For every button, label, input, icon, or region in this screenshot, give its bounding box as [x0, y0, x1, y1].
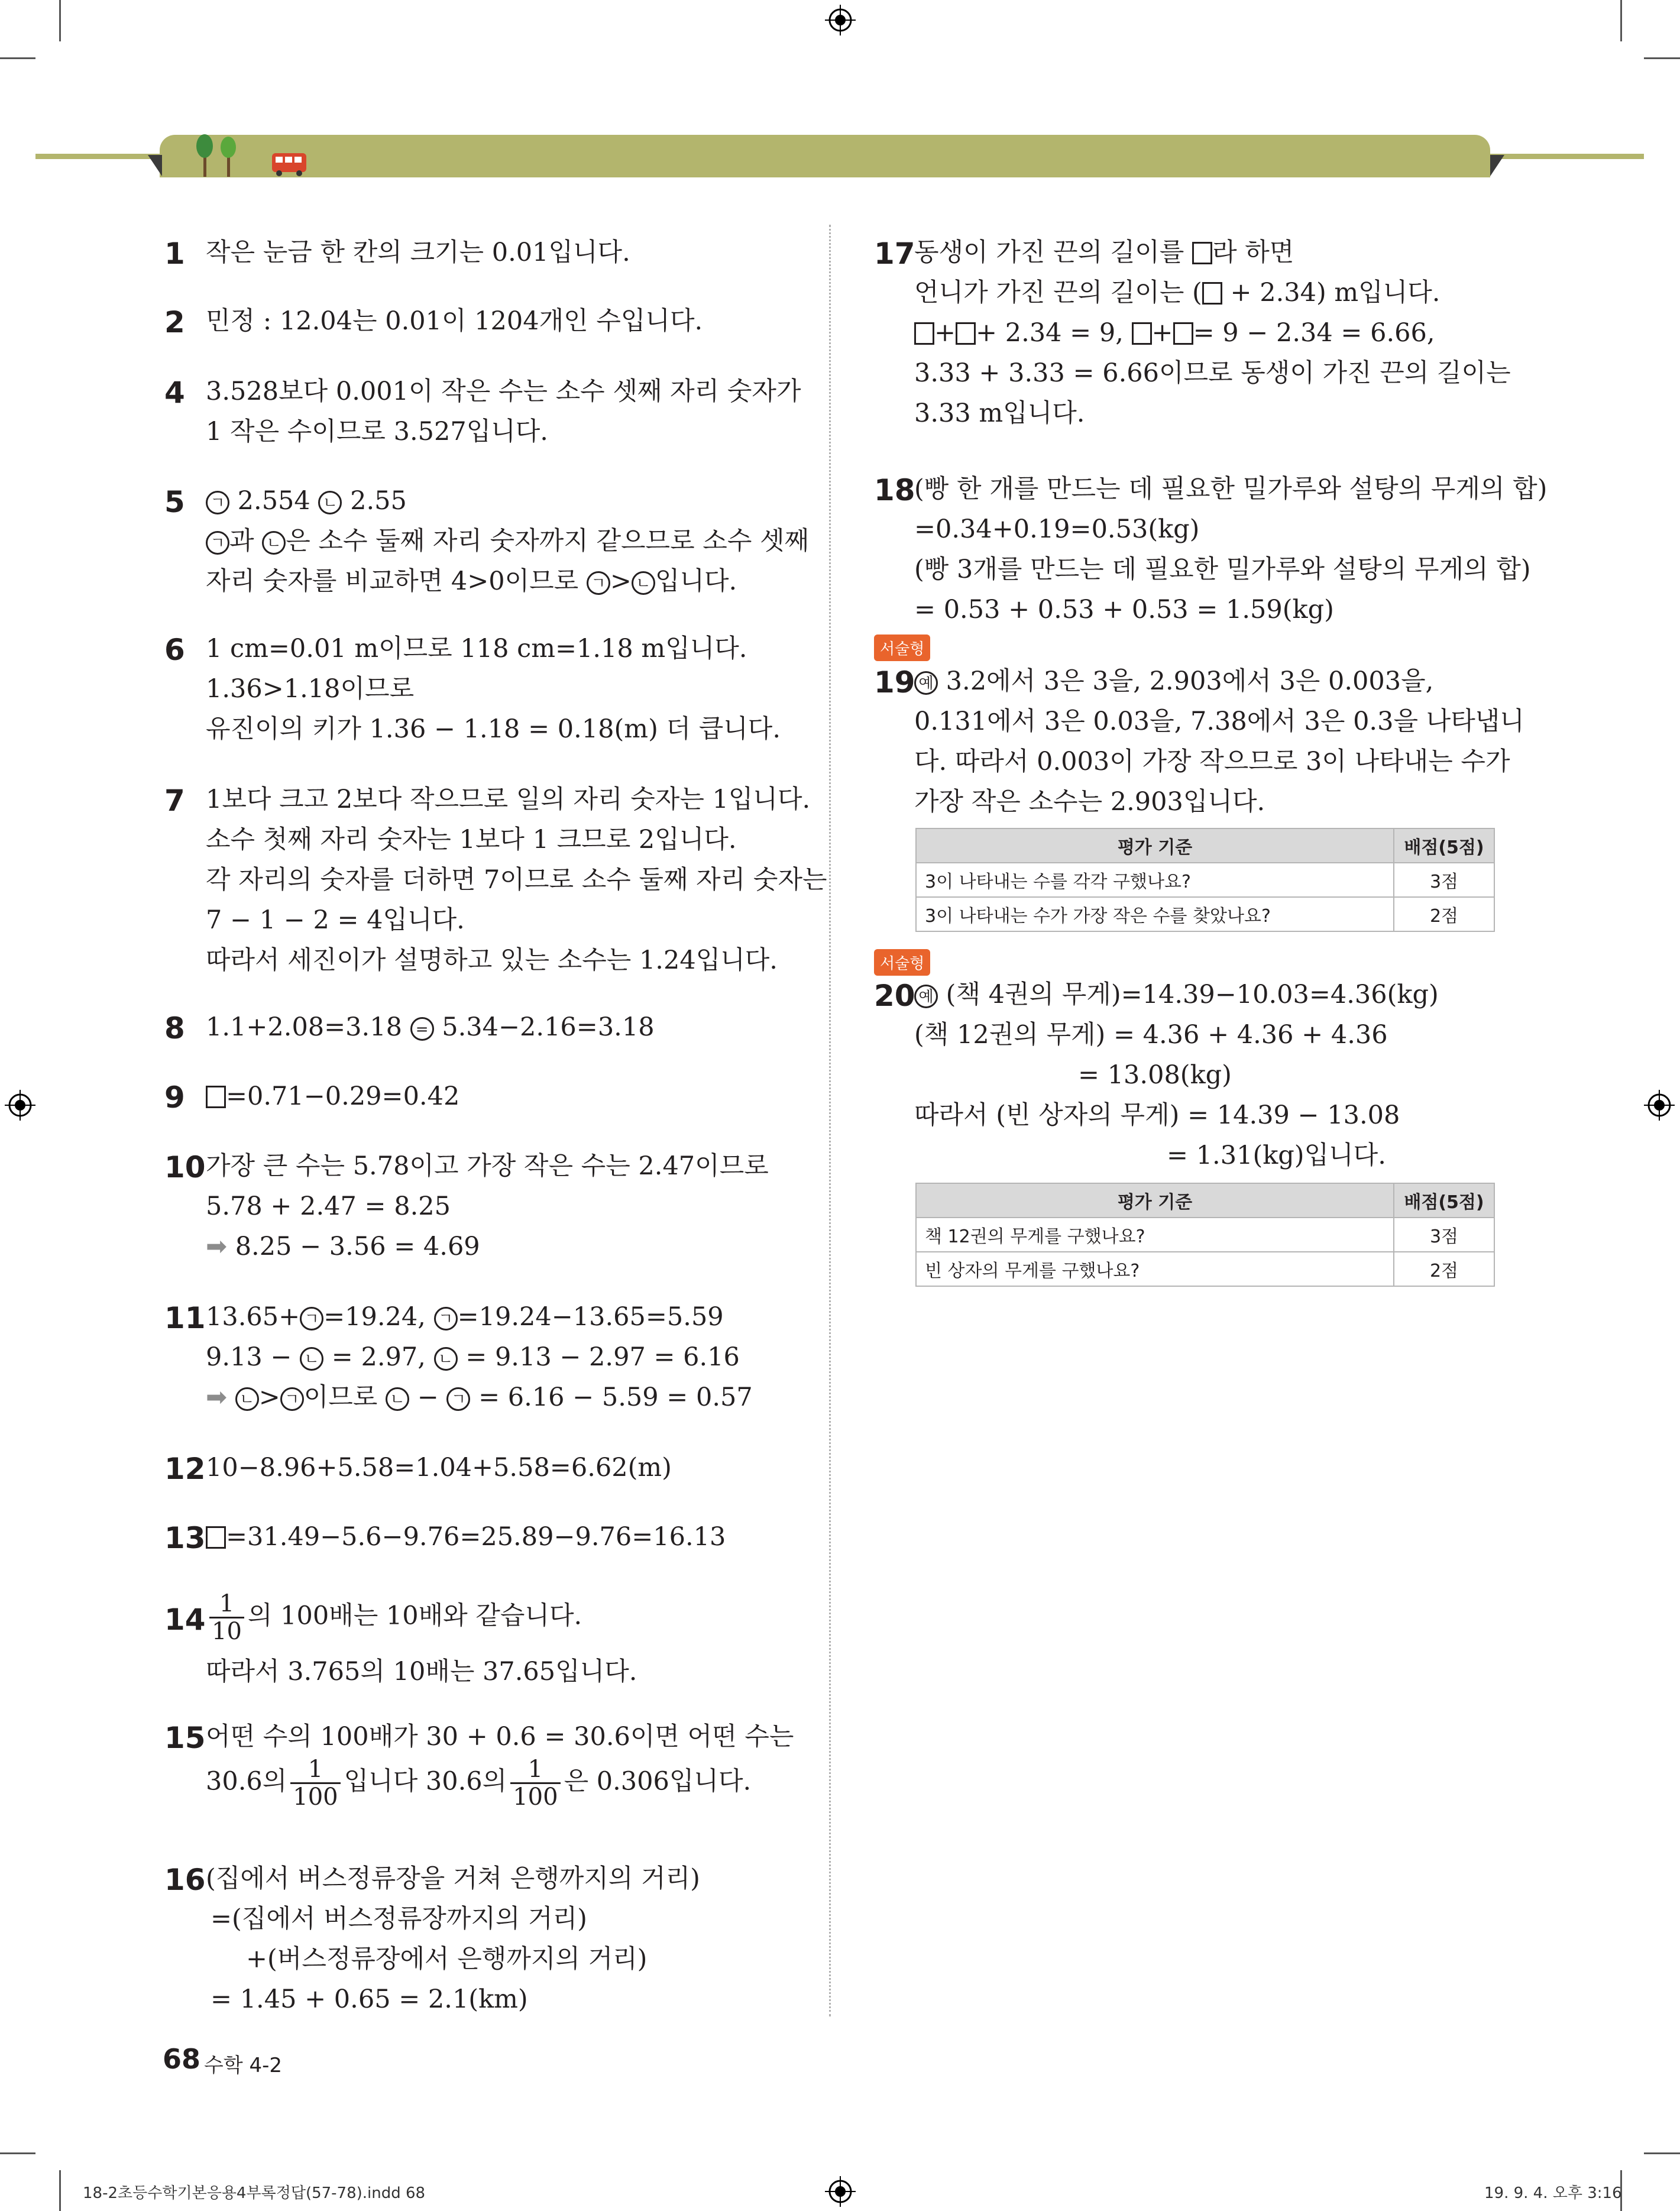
- circled-nieun-icon: ㄴ: [262, 531, 286, 555]
- answer-line: 소수 첫째 자리 숫자는 1보다 1 크므로 2입니다.: [206, 825, 737, 854]
- answer-line: 1.36>1.18이므로: [206, 674, 415, 704]
- answer-line: 예 3.2에서 3은 3을, 2.903에서 3은 0.003을,: [914, 665, 1433, 698]
- criteria-cell: 3이 나타내는 수를 각각 구했나요?: [916, 863, 1394, 897]
- answer-line: 가장 작은 소수는 2.903입니다.: [914, 787, 1265, 817]
- problem-number: 16: [164, 1863, 206, 1897]
- circled-giyeok-icon: ㄱ: [434, 1307, 458, 1331]
- problem-number: 13: [164, 1521, 206, 1555]
- banner-corner-left: [148, 155, 162, 176]
- answer-line: 유진이의 키가 1.36 − 1.18 = 0.18(m) 더 큽니다.: [206, 714, 781, 744]
- example-mark-icon: 예: [914, 671, 938, 695]
- circled-giyeok-icon: ㄱ: [206, 491, 229, 514]
- registration-mark-icon: [5, 1090, 35, 1121]
- circled-nieun-icon: ㄴ: [235, 1387, 259, 1411]
- scoring-table: [915, 1183, 1495, 1287]
- answer-line: ➡ 8.25 − 3.56 = 4.69: [206, 1232, 480, 1261]
- answer-line: 다. 따라서 0.003이 가장 작으므로 3이 나타내는 수가: [914, 747, 1510, 776]
- answer-line: 0.131에서 3은 0.03을, 7.38에서 3은 0.3을 나타냅니: [914, 707, 1524, 736]
- answer-line: 3.528보다 0.001이 작은 수는 소수 셋째 자리 숫자가: [206, 377, 801, 406]
- blank-box-icon: [206, 1526, 226, 1549]
- answer-line: 13.65+ ㄱ =19.24, ㄱ =19.24−13.65=5.59: [206, 1302, 724, 1332]
- answer-line: 따라서 (빈 상자의 무게) = 14.39 − 13.08: [914, 1100, 1400, 1130]
- answer-line: = 1.31(kg)입니다.: [1167, 1141, 1386, 1170]
- answer-line: 1보다 크고 2보다 작으므로 일의 자리 숫자는 1입니다.: [206, 785, 811, 814]
- tree-and-bus-icon: [195, 127, 313, 180]
- problem-number: 18: [874, 473, 915, 507]
- answer-line: (빵 3개를 만드는 데 필요한 밀가루와 설탕의 무게의 합): [914, 555, 1531, 584]
- problem-number: 15: [164, 1721, 206, 1755]
- fraction: $\frac{1}{100}$: [510, 1756, 560, 1810]
- answer-line: 따라서 세진이가 설명하고 있는 소수는 1.24입니다.: [206, 946, 778, 975]
- circled-giyeok-icon: ㄱ: [206, 531, 229, 555]
- answer-line: 어떤 수의 100배가 30 + 0.6 = 30.6이면 어떤 수는: [206, 1722, 794, 1752]
- answer-line: ㄱ 2.554 ㄴ 2.55: [206, 485, 407, 518]
- example-mark-icon: 예: [914, 985, 938, 1008]
- answer-line: ㄱ 과 ㄴ 은 소수 둘째 자리 숫자까지 같으므로 소수 셋째: [206, 525, 809, 558]
- problem-number: 9: [164, 1080, 185, 1115]
- answer-line: 3.33 m입니다.: [914, 399, 1085, 428]
- answer-line: 30.6의 $\frac{1}{100}$ 입니다 30.6의 $\frac{1}{100}$ 은 0.306입니다.: [206, 1756, 752, 1811]
- problem-number: 12: [164, 1452, 206, 1486]
- header-banner: [160, 135, 1490, 177]
- problem-number: 11: [164, 1301, 206, 1335]
- answer-line: 1 작은 수이므로 3.527입니다.: [206, 417, 548, 446]
- registration-mark-icon: [825, 5, 856, 35]
- circled-nieun-icon: ㄴ: [318, 491, 342, 514]
- crop-mark: [1644, 57, 1680, 59]
- table-header-row: [916, 828, 1494, 863]
- answer-line: 10−8.96+5.58=1.04+5.58=6.62(m): [206, 1453, 672, 1482]
- table-row: [916, 1252, 1494, 1286]
- criteria-cell: 빈 상자의 무게를 구했나요?: [916, 1252, 1394, 1286]
- subject-label: 수학 4-2: [204, 2054, 283, 2077]
- fraction: $\frac{1}{10}$: [209, 1591, 244, 1645]
- score-header: 배점(5점): [1394, 828, 1494, 863]
- page-number: 68: [163, 2043, 201, 2075]
- answer-line: 동생이 가진 끈의 길이를 라 하면: [914, 238, 1294, 267]
- problem-number: 8: [164, 1011, 185, 1045]
- table-row: [916, 1218, 1494, 1252]
- problem-number: 20: [874, 979, 915, 1013]
- problem-number: 7: [164, 784, 185, 818]
- blank-box-icon: [1173, 322, 1193, 345]
- answer-line: +(버스정류장에서 은행까지의 거리): [246, 1944, 648, 1974]
- problem-number: 14: [164, 1603, 206, 1637]
- circled-giyeok-icon: ㄱ: [300, 1307, 323, 1331]
- problem-number: 19: [874, 665, 915, 700]
- problem-number: 17: [874, 237, 915, 271]
- arrow-right-icon: ➡: [206, 1383, 228, 1412]
- answer-line: 언니가 가진 끈의 길이는 ( + 2.34) m입니다.: [914, 278, 1441, 307]
- answer-line: + + 2.34 = 9, + = 9 − 2.34 = 6.66,: [914, 317, 1435, 350]
- score-cell: 2점: [1394, 897, 1494, 931]
- score-cell: 3점: [1394, 863, 1494, 897]
- blank-box-icon: [1202, 282, 1222, 305]
- answer-line: (집에서 버스정류장을 거쳐 은행까지의 거리): [206, 1864, 700, 1893]
- problem-number: 4: [164, 375, 185, 410]
- circled-nieun-icon: ㄴ: [632, 571, 655, 595]
- timestamp: 19. 9. 4. 오후 3:16: [1484, 2184, 1622, 2202]
- descriptive-tag: 서술형: [874, 949, 930, 976]
- answer-line: = 1.45 + 0.65 = 2.1(km): [211, 1985, 528, 2014]
- table-row: [916, 897, 1494, 931]
- answer-line: 1.1+2.08=3.18 = 5.34−2.16=3.18: [206, 1012, 655, 1042]
- circled-giyeok-icon: ㄱ: [280, 1387, 304, 1411]
- answer-line: 가장 큰 수는 5.78이고 가장 작은 수는 2.47이므로: [206, 1151, 769, 1181]
- criteria-cell: 책 12권의 무게를 구했나요?: [916, 1218, 1394, 1252]
- descriptive-tag: 서술형: [874, 635, 930, 661]
- scoring-table: [915, 828, 1495, 932]
- score-cell: 2점: [1394, 1252, 1494, 1286]
- answer-line: ➡ ㄴ > ㄱ 이므로 ㄴ − ㄱ = 6.16 − 5.59 = 0.57: [206, 1383, 753, 1412]
- blank-box-icon: [206, 1086, 226, 1108]
- answer-line: =0.34+0.19=0.53(kg): [914, 514, 1200, 544]
- answer-line: (빵 한 개를 만드는 데 필요한 밀가루와 설탕의 무게의 합): [914, 474, 1548, 504]
- circled-giyeok-icon: ㄱ: [587, 571, 610, 595]
- answer-line: 7 − 1 − 2 = 4입니다.: [206, 905, 465, 935]
- file-name: 18-2초등수학기본응용4부록정답(57-78).indd 68: [83, 2184, 426, 2202]
- crop-mark: [59, 2170, 61, 2211]
- problem-number: 10: [164, 1150, 206, 1184]
- circled-nieun-icon: ㄴ: [300, 1347, 323, 1371]
- answer-line: 각 자리의 숫자를 더하면 7이므로 소수 둘째 자리 숫자는: [206, 865, 827, 895]
- answer-line: 1 cm=0.01 m이므로 118 cm=1.18 m입니다.: [206, 634, 747, 663]
- column-divider: [829, 225, 831, 2016]
- blank-box-icon: [956, 322, 976, 345]
- circled-nieun-icon: ㄴ: [434, 1347, 458, 1371]
- registration-mark-icon: [1644, 1090, 1675, 1121]
- problem-number: 5: [164, 485, 185, 519]
- circled-equals-icon: =: [410, 1017, 434, 1041]
- blank-box-icon: [1192, 242, 1212, 264]
- answer-line: 예 (책 4권의 무게)=14.39−10.03=4.36(kg): [914, 979, 1439, 1012]
- banner-corner-right: [1490, 155, 1504, 176]
- circled-giyeok-icon: ㄱ: [446, 1387, 470, 1411]
- problem-number: 1: [164, 237, 185, 271]
- answer-line: 3.33 + 3.33 = 6.66이므로 동생이 가진 끈의 길이는: [914, 358, 1511, 388]
- criteria-cell: 3이 나타내는 수가 가장 작은 수를 찾았나요?: [916, 897, 1394, 931]
- crop-mark: [1620, 0, 1622, 41]
- answer-line: $\frac{1}{10}$ 의 100배는 10배와 같습니다.: [206, 1591, 582, 1645]
- answer-line: 9.13 − ㄴ = 2.97, ㄴ = 9.13 − 2.97 = 6.16: [206, 1342, 740, 1372]
- answer-line: =31.49−5.6−9.76=25.89−9.76=16.13: [206, 1521, 726, 1554]
- circled-nieun-icon: ㄴ: [386, 1387, 409, 1411]
- table-row: [916, 863, 1494, 897]
- answer-line: = 13.08(kg): [1078, 1060, 1232, 1090]
- score-cell: 3점: [1394, 1218, 1494, 1252]
- crop-mark: [1644, 2152, 1680, 2154]
- criteria-header: 평가 기준: [916, 828, 1394, 863]
- arrow-right-icon: ➡: [206, 1232, 228, 1261]
- blank-box-icon: [914, 322, 934, 345]
- answer-line: =(집에서 버스정류장까지의 거리): [211, 1904, 587, 1934]
- score-header: 배점(5점): [1394, 1183, 1494, 1218]
- registration-mark-icon: [825, 2176, 856, 2207]
- answer-line: = 0.53 + 0.53 + 0.53 = 1.59(kg): [914, 595, 1334, 624]
- problem-number: 6: [164, 633, 185, 667]
- answer-line: 자리 숫자를 비교하면 4>0이므로 ㄱ > ㄴ 입니다.: [206, 566, 737, 596]
- table-header-row: [916, 1183, 1494, 1218]
- answer-line: 민정 : 12.04는 0.01이 1204개인 수입니다.: [206, 306, 703, 336]
- answer-line: 5.78 + 2.47 = 8.25: [206, 1192, 451, 1221]
- criteria-header: 평가 기준: [916, 1183, 1394, 1218]
- crop-mark: [0, 57, 35, 59]
- answer-line: (책 12권의 무게) = 4.36 + 4.36 + 4.36: [914, 1020, 1388, 1050]
- answer-line: 작은 눈금 한 칸의 크기는 0.01입니다.: [206, 238, 630, 267]
- problem-number: 2: [164, 305, 185, 339]
- crop-mark: [0, 2152, 35, 2154]
- fraction: $\frac{1}{100}$: [290, 1756, 340, 1810]
- answer-line: 따라서 3.765의 10배는 37.65입니다.: [206, 1657, 637, 1686]
- answer-line: =0.71−0.29=0.42: [206, 1080, 459, 1113]
- crop-mark: [59, 0, 61, 41]
- blank-box-icon: [1132, 322, 1152, 345]
